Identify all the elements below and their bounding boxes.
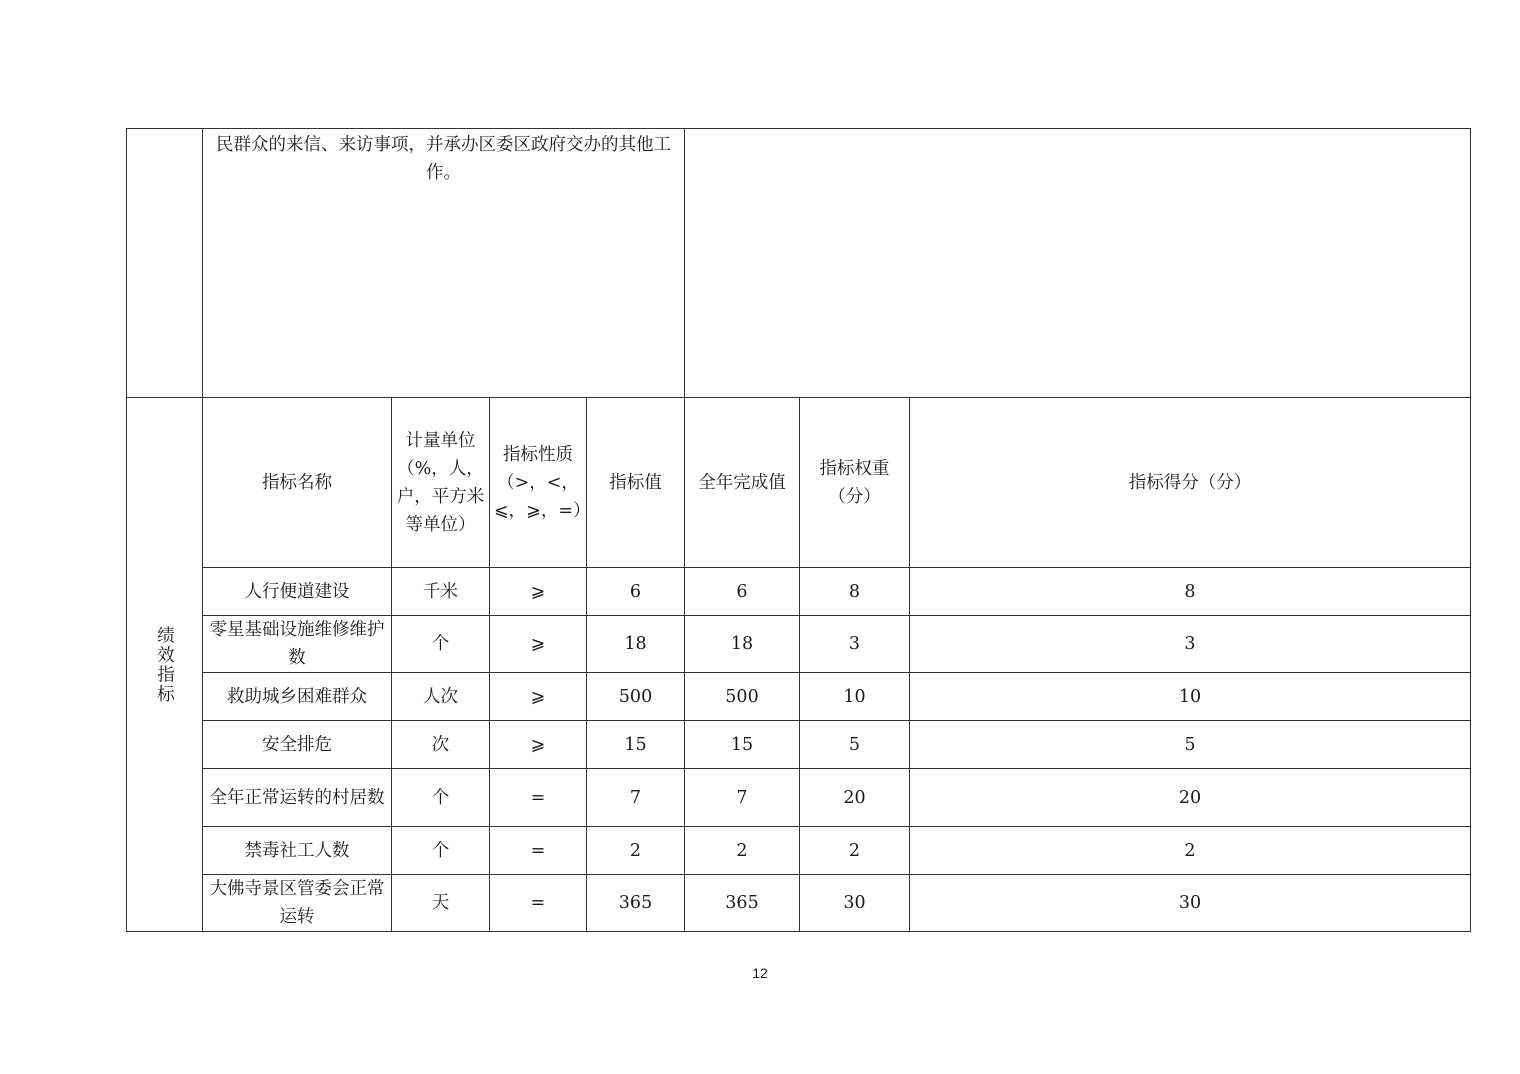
header-unit: 计量单位（%，人，户，平方米等单位） [392,398,490,568]
indicator-name: 全年正常运转的村居数 [203,769,392,827]
indicator-completed: 500 [685,673,800,721]
indicator-unit: 个 [392,616,490,673]
indicator-unit: 个 [392,827,490,875]
indicator-weight: 8 [800,568,910,616]
indicator-completed: 2 [685,827,800,875]
indicator-nature: ⩾ [490,616,587,673]
indicator-name: 安全排危 [203,721,392,769]
indicator-score: 20 [910,769,1471,827]
indicator-nature: = [490,875,587,932]
page-number: 12 [752,965,768,981]
indicator-score: 30 [910,875,1471,932]
empty-description-cell [685,129,1471,398]
table-row [127,721,1471,769]
header-score: 指标得分（分） [910,398,1471,568]
header-weight: 指标权重（分） [800,398,910,568]
indicator-value: 365 [587,875,685,932]
indicator-unit: 千米 [392,568,490,616]
indicator-completed: 6 [685,568,800,616]
table-row [127,568,1471,616]
section-label: 绩效指标 [127,398,203,932]
indicator-score: 8 [910,568,1471,616]
table-row [127,875,1471,932]
indicator-score: 3 [910,616,1471,673]
indicator-unit: 个 [392,769,490,827]
indicator-unit: 天 [392,875,490,932]
indicator-nature: = [490,827,587,875]
indicator-completed: 18 [685,616,800,673]
indicator-weight: 2 [800,827,910,875]
indicator-nature: ⩾ [490,568,587,616]
indicator-name: 零星基础设施维修维护数 [203,616,392,673]
table-row [127,616,1471,673]
header-indicator-name: 指标名称 [203,398,392,568]
indicator-nature: ⩾ [490,673,587,721]
indicator-value: 18 [587,616,685,673]
indicator-name: 救助城乡困难群众 [203,673,392,721]
header-nature: 指标性质（>，<，⩽，⩾，=） [490,398,587,568]
header-completed: 全年完成值 [685,398,800,568]
indicator-score: 2 [910,827,1471,875]
table-row [127,827,1471,875]
indicator-completed: 365 [685,875,800,932]
indicator-score: 5 [910,721,1471,769]
indicator-unit: 人次 [392,673,490,721]
indicator-score: 10 [910,673,1471,721]
indicator-nature: = [490,769,587,827]
empty-label-cell [127,129,203,398]
indicator-value: 2 [587,827,685,875]
indicator-weight: 5 [800,721,910,769]
indicator-completed: 7 [685,769,800,827]
indicator-value: 6 [587,568,685,616]
indicator-completed: 15 [685,721,800,769]
performance-table [126,128,1471,932]
indicator-weight: 3 [800,616,910,673]
indicator-weight: 30 [800,875,910,932]
table-row [127,673,1471,721]
description-row [127,129,1471,398]
indicator-value: 7 [587,769,685,827]
indicator-name: 人行便道建设 [203,568,392,616]
indicator-weight: 10 [800,673,910,721]
header-value: 指标值 [587,398,685,568]
table-row [127,769,1471,827]
indicator-weight: 20 [800,769,910,827]
indicator-name: 大佛寺景区管委会正常运转 [203,875,392,932]
indicator-value: 500 [587,673,685,721]
duty-description: 民群众的来信、来访事项，并承办区委区政府交办的其他工作。 [203,129,685,398]
indicator-unit: 次 [392,721,490,769]
indicator-nature: ⩾ [490,721,587,769]
indicator-name: 禁毒社工人数 [203,827,392,875]
indicator-value: 15 [587,721,685,769]
header-row [127,398,1471,568]
